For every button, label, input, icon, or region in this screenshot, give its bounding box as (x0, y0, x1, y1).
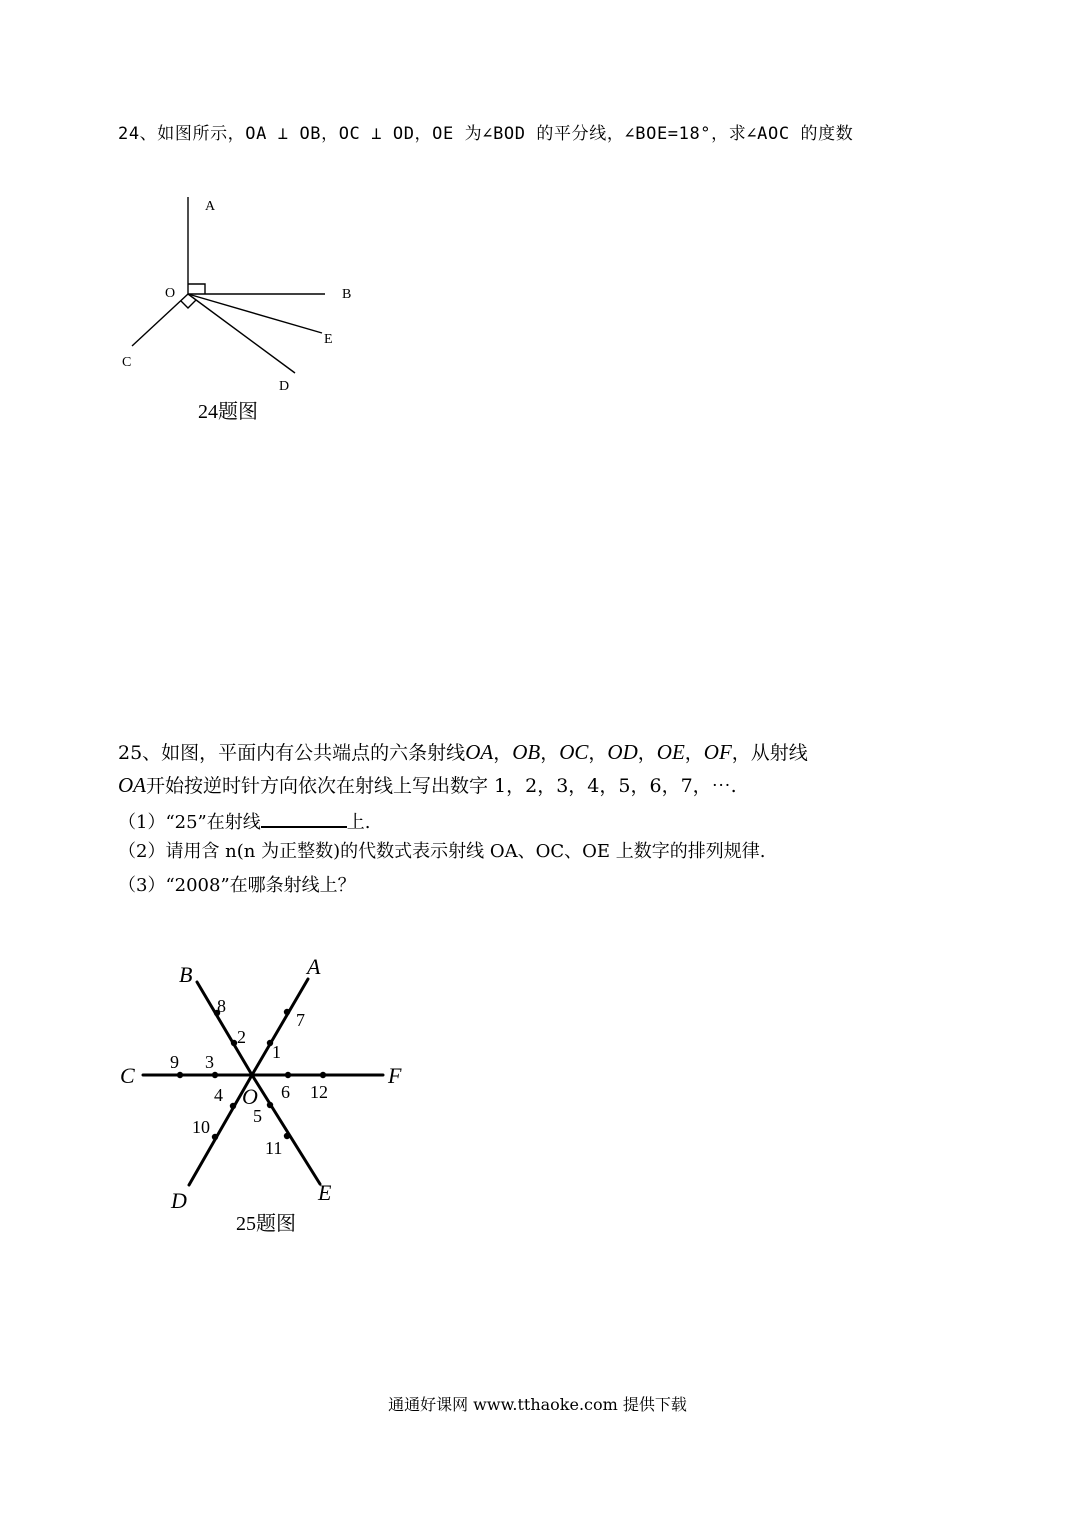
number-label-12: 12 (310, 1082, 328, 1102)
ray-OC (132, 294, 188, 346)
number-label-3: 3 (205, 1052, 214, 1072)
figure-25-caption: 25题图 (236, 1213, 296, 1235)
answer-blank[interactable] (261, 808, 347, 828)
number-label-10: 10 (192, 1117, 210, 1137)
label-C: C (122, 355, 132, 370)
label-A: A (205, 199, 216, 214)
label-C: C (120, 1063, 135, 1088)
ray-OD (188, 294, 295, 373)
right-angle-mark-AOB (188, 284, 205, 294)
point-6 (285, 1072, 291, 1078)
label-D: D (279, 379, 290, 394)
number-label-5: 5 (253, 1106, 262, 1126)
label-O: O (242, 1084, 258, 1109)
number-label-7: 7 (296, 1010, 305, 1030)
question-25-part-3: （3）“2008”在哪条射线上？ (118, 875, 356, 896)
point-7 (284, 1009, 290, 1015)
figure-25 (110, 950, 420, 1240)
ray-name: OE (656, 740, 685, 764)
label-E: E (324, 332, 333, 347)
question-25-part-1: （1）“25”在射线 上. (118, 808, 371, 835)
figure-24 (100, 180, 400, 430)
label-E: E (318, 1180, 332, 1205)
ray-name: OD (607, 740, 638, 764)
question-24-text: 24、如图所示，OA ⊥ OB，OC ⊥ OD，OE 为∠BOD 的平分线，∠BOE=18°，求∠AOC 的度数 (118, 124, 854, 144)
question-25-stem-line2: OA开始按逆时针方向依次在射线上写出数字 1，2，3，4，5，6，7，⋯. (118, 773, 737, 797)
point-4 (230, 1103, 236, 1109)
label-D: D (171, 1188, 187, 1213)
point-5 (267, 1102, 273, 1108)
label-A: A (307, 954, 321, 979)
ray-name: OB (512, 740, 541, 764)
figure-24-caption: 24题图 (198, 401, 258, 423)
right-angle-mark-COD (181, 300, 196, 308)
point-10 (212, 1134, 218, 1140)
number-label-9: 9 (170, 1052, 179, 1072)
question-25-stem-line1: 25、如图，平面内有公共端点的六条射线OA，OB，OC，OD，OE，OF，从射线 (118, 740, 808, 764)
ray-name: OC (559, 740, 589, 764)
ray-name: OA (465, 740, 494, 764)
number-label-11: 11 (265, 1138, 283, 1158)
point-12 (320, 1072, 326, 1078)
number-label-2: 2 (237, 1027, 246, 1047)
label-B: B (179, 962, 193, 987)
number-label-6: 6 (281, 1082, 290, 1102)
label-O: O (165, 286, 176, 301)
question-25-part-2: （2）请用含 n(n 为正整数)的代数式表示射线 OA、OC、OE 上数字的排列规律. (118, 841, 766, 862)
ray-name: OF (703, 740, 732, 764)
point-9 (177, 1072, 183, 1078)
ray-OE (188, 294, 322, 333)
label-B: B (342, 287, 352, 302)
page-footer: 通通好课网 www.tthaoke.com 提供下载 (388, 1395, 687, 1414)
point-3 (212, 1072, 218, 1078)
label-F: F (388, 1063, 402, 1088)
point-11 (284, 1133, 290, 1139)
number-label-8: 8 (217, 996, 226, 1016)
number-label-1: 1 (272, 1042, 281, 1062)
number-label-4: 4 (214, 1085, 223, 1105)
ray-name: OA (118, 773, 146, 797)
